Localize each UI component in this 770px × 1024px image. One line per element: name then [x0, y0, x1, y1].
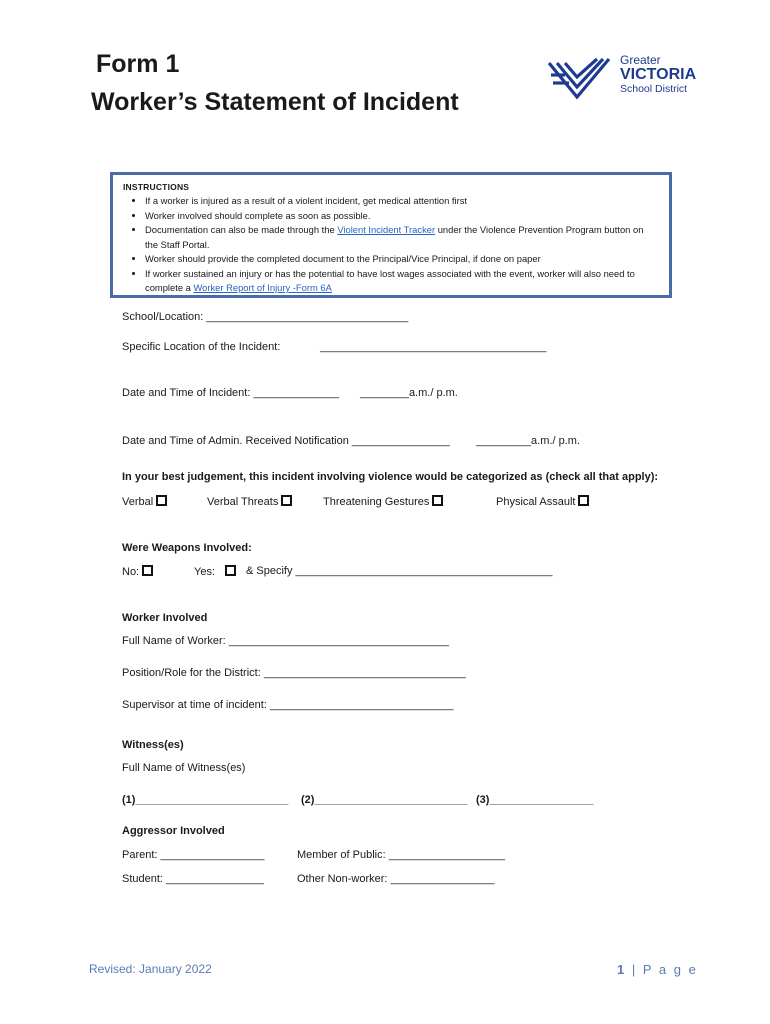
revised-date: Revised: January 2022 — [89, 962, 212, 976]
witness-heading: Witness(es) — [122, 739, 184, 751]
page-title: Worker’s Statement of Incident — [91, 88, 459, 116]
option-physical-assault[interactable] — [496, 495, 589, 508]
worker-report-of-injury-link[interactable]: Worker Report of Injury -Form 6A — [193, 282, 332, 293]
weapons-yes-label: Yes: — [194, 566, 216, 578]
weapons-specify-field[interactable]: & Specify __________________________________________ — [246, 565, 553, 577]
weapons-no-checkbox[interactable] — [142, 565, 153, 576]
logo-line-greater: Greater — [620, 53, 661, 67]
option-verbal-threats[interactable] — [207, 495, 292, 508]
instructions-box — [110, 172, 672, 298]
worker-supervisor-field[interactable]: Supervisor at time of incident: ______________________________ — [122, 699, 454, 711]
verbal-checkbox[interactable] — [156, 495, 167, 506]
witness-full-name-label: Full Name of Witness(es) — [122, 762, 246, 774]
aggressor-parent-field[interactable]: Parent: _________________ — [122, 849, 265, 861]
page-number — [617, 962, 698, 977]
witness-field-1[interactable]: (1)_________________________ — [122, 794, 289, 806]
instruction-text: Documentation can also be made through the — [145, 224, 338, 235]
option-label: Physical Assault — [496, 496, 576, 508]
date-time-admin-field[interactable]: Date and Time of Admin. Received Notification ________________ — [122, 435, 450, 447]
incident-ampm-field[interactable]: ________a.m./ p.m. — [360, 387, 458, 399]
weapons-heading: Were Weapons Involved: — [122, 542, 252, 554]
logo-line-victoria: VICTORIA — [620, 66, 697, 83]
witness-field-3[interactable]: (3)_________________ — [476, 794, 594, 806]
instructions-heading: INSTRUCTIONS — [123, 182, 190, 192]
specific-location-label: Specific Location of the Incident: — [122, 341, 281, 353]
school-location-field[interactable]: School/Location: _________________________________ — [122, 311, 409, 323]
physical-assault-checkbox[interactable] — [578, 495, 589, 506]
instruction-item — [145, 267, 659, 296]
aggressor-member-public-field[interactable]: Member of Public: ___________________ — [297, 849, 505, 861]
witness-field-2[interactable]: (2)_________________________ — [301, 794, 468, 806]
option-label: Threatening Gestures — [323, 496, 430, 508]
weapons-no-label: No: — [122, 566, 140, 578]
violent-incident-tracker-link[interactable]: Violent Incident Tracker — [337, 224, 436, 235]
victoria-v-logo-icon — [547, 53, 619, 105]
weapons-no[interactable] — [122, 565, 153, 578]
page-number-label: | P a g e — [631, 962, 698, 977]
threatening-gestures-checkbox[interactable] — [432, 495, 443, 506]
option-threatening-gestures[interactable] — [323, 495, 443, 508]
violence-category-question: In your best judgement, this incident involving violence would be categorized as (check all that apply): — [122, 471, 659, 483]
worker-heading: Worker Involved — [122, 612, 208, 624]
specific-location-field[interactable]: _____________________________________ — [320, 341, 547, 353]
worker-full-name-field[interactable]: Full Name of Worker: ____________________________________ — [122, 635, 450, 647]
weapons-yes[interactable] — [194, 565, 236, 578]
admin-ampm-field[interactable]: _________a.m./ p.m. — [476, 435, 580, 447]
option-label: Verbal — [122, 496, 154, 508]
instruction-text: If worker sustained an injury or has the potential to have lost wages associated with the event, worker will also need to complete a — [145, 267, 635, 293]
instruction-text: under the Violence Prevention Program button on the Staff Portal. — [145, 224, 644, 250]
weapons-yes-checkbox[interactable] — [225, 565, 236, 576]
aggressor-student-field[interactable]: Student: ________________ — [122, 873, 264, 885]
worker-position-field[interactable]: Position/Role for the District: _________________________________ — [122, 667, 466, 679]
page-number-value: 1 — [617, 962, 627, 977]
option-verbal[interactable] — [122, 495, 167, 508]
instruction-item: • Worker involved should complete as soon as possible. — [145, 209, 659, 224]
instruction-item: • Worker should provide the completed document to the Principal/Vice Principal, if done on paper — [145, 252, 659, 267]
district-logo — [547, 53, 707, 105]
verbal-threats-checkbox[interactable] — [281, 495, 292, 506]
instruction-item: • If a worker is injured as a result of a violent incident, get medical attention first — [145, 194, 659, 209]
form-number: Form 1 — [96, 50, 180, 78]
aggressor-heading: Aggressor Involved — [122, 825, 225, 837]
option-label: Verbal Threats — [207, 496, 279, 508]
date-time-incident-field[interactable]: Date and Time of Incident: ______________ — [122, 387, 340, 399]
instruction-item — [145, 223, 659, 252]
logo-line-school-district: School District — [620, 83, 688, 95]
aggressor-other-field[interactable]: Other Non-worker: _________________ — [297, 873, 495, 885]
instructions-list — [123, 194, 659, 296]
